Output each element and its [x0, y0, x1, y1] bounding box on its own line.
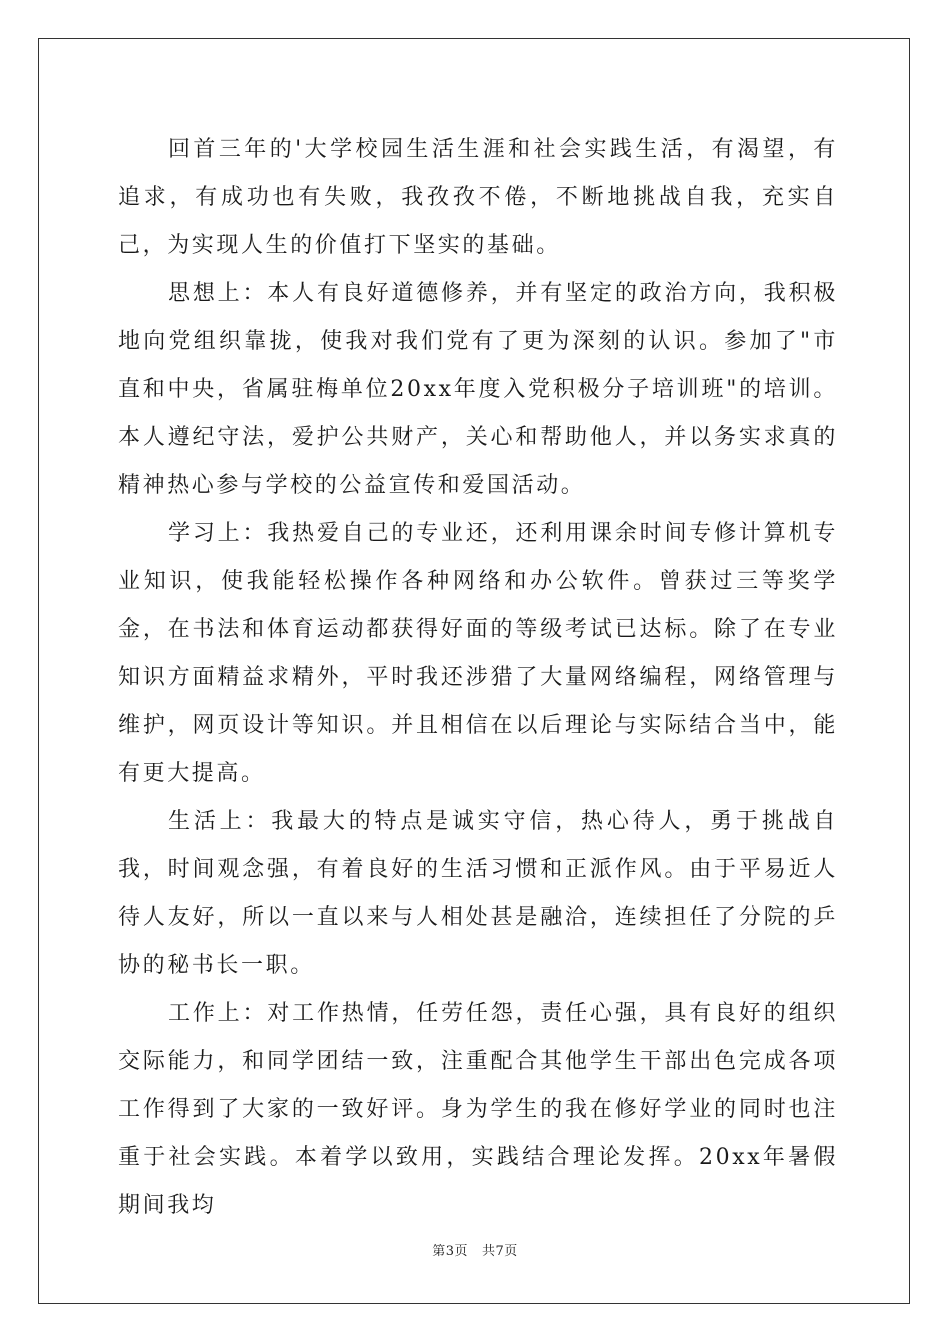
paragraph-intro: 回首三年的'大学校园生活生涯和社会实践生活，有渴望，有追求，有成功也有失败，我孜孜不倦，不断地挑战自我，充实自己，为实现人生的价值打下坚实的基础。 — [118, 137, 838, 258]
paragraph-ideology: 思想上：本人有良好道德修养，并有坚定的政治方向，我积极地向党组织靠拢，使我对我们党有了更为深刻的认识。参加了"市直和中央，省属驻梅单位20xx年度入党积极分子培训班"的培训。本人遵纪守法，爱护公共财产，关心和帮助他人，并以务实求真的精神热心参与学校的公益宣传和爱国活动。 — [118, 281, 838, 498]
paragraph-life: 生活上：我最大的特点是诚实守信，热心待人，勇于挑战自我，时间观念强，有着良好的生活习惯和正派作风。由于平易近人待人友好，所以一直以来与人相处甚是融洽，连续担任了分院的乒协的秘书长一职。 — [118, 809, 838, 978]
total-pages-label: 共7页 — [482, 1244, 518, 1259]
document-body — [118, 126, 838, 1230]
paragraph-study: 学习上：我热爱自己的专业还，还利用课余时间专修计算机专业知识，使我能轻松操作各种网络和办公软件。曾获过三等奖学金，在书法和体育运动都获得好面的等级考试已达标。除了在专业知识方面精益求精外，平时我还涉猎了大量网络编程，网络管理与维护，网页设计等知识。并且相信在以后理论与实际结合当中，能有更大提高。 — [118, 521, 838, 786]
page-footer — [0, 1244, 950, 1260]
current-page-label: 第3页 — [432, 1244, 468, 1259]
paragraph-work: 工作上：对工作热情，任劳任怨，责任心强，具有良好的组织交际能力，和同学团结一致，注重配合其他学生干部出色完成各项工作得到了大家的一致好评。身为学生的我在修好学业的同时也注重于社会实践。本着学以致用，实践结合理论发挥。20xx年暑假期间我均 — [118, 1001, 838, 1218]
